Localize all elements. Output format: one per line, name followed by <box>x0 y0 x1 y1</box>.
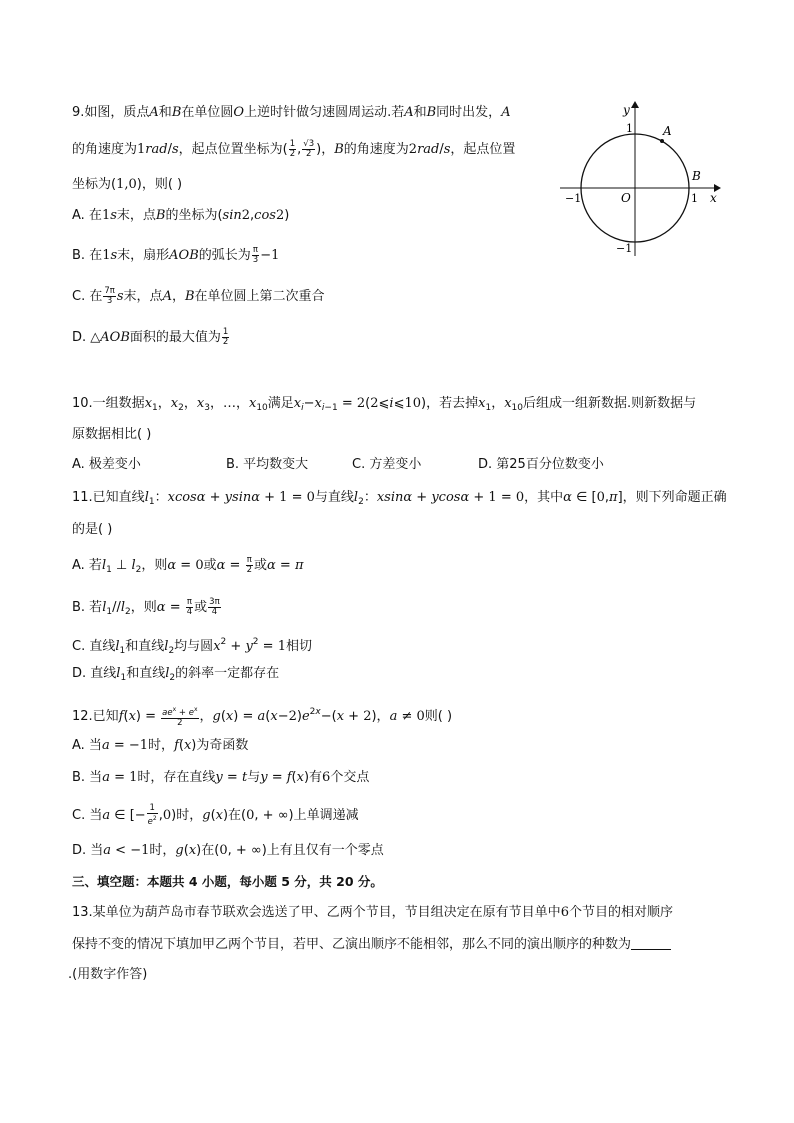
label-neg-one-left: −1 <box>565 192 582 205</box>
q13-line2: 保持不变的情况下填加甲乙两个节目，若甲、乙演出顺序不能相邻，那么不同的演出顺序的种数为 <box>72 936 671 954</box>
unit-circle-figure <box>555 96 730 266</box>
q9-option-a: A. 在1s末，点B的坐标为(sin2,cos2) <box>72 208 290 223</box>
q10-options <box>72 456 604 474</box>
q12-option-c: C. 当a ∈ [− $\frac{1}{e^2}$ ,0)时，g(x)在(0, + ∞)上单调递减 <box>72 803 359 827</box>
label-one-top: 1 <box>626 122 633 135</box>
q9-option-c: C. 在 $\frac{7\pi}{3}$ s末，点A，B在单位圆上第二次重合 <box>72 286 325 306</box>
label-a: A <box>663 124 672 138</box>
q11-line1: 11.已知直线$l_1$：xcosα + ysinα + 1 = 0与直线$l_2$：xsinα + ycosα + 1 = 0，其中α ∈ [0,π]，则下列命题正确 <box>72 490 727 507</box>
q13-line3: .(用数字作答) <box>68 967 148 982</box>
label-b: B <box>692 169 701 183</box>
q9-line3: 坐标为(1,0)，则( ) <box>72 177 183 192</box>
q9-line1: 9.如图，质点A和B在单位圆O上逆时针做匀速圆周运动.若A和B同时出发，A <box>72 105 511 120</box>
q11-line2: 的是( ) <box>72 522 113 537</box>
label-one-right: 1 <box>691 192 698 205</box>
label-x: x <box>710 191 717 205</box>
section-3-heading: 三、填空题：本题共 4 小题，每小题 5 分，共 20 分。 <box>72 874 383 889</box>
q9-line2: 的角速度为1rad/s，起点位置坐标为( $\frac{1}{2}$ , $\frac{√3}{2}$ )，B的角速度为2rad/s，起点位置 <box>72 139 516 159</box>
q12-option-b: B. 当a = 1时，存在直线y = t与y = f(x)有6个交点 <box>72 770 370 785</box>
q10-option-d: D. 第25百分位数变小 <box>478 457 604 472</box>
q10-line2: 原数据相比( ) <box>72 427 152 442</box>
q12-option-a: A. 当a = −1时，f(x)为奇函数 <box>72 738 249 753</box>
q12-option-d: D. 当a < −1时，g(x)在(0, + ∞)上有且仅有一个零点 <box>72 843 384 858</box>
answer-blank[interactable] <box>631 937 671 950</box>
label-y: y <box>623 103 630 117</box>
q9-option-b: B. 在1s末，扇形AOB的弧长为 $\frac{\pi}{3}$ −1 <box>72 245 280 265</box>
q13-line1: 13.某单位为葫芦岛市春节联欢会选送了甲、乙两个节目，节目组决定在原有节目单中6个节目的相对顺序 <box>72 905 673 920</box>
q11-option-b: B. 若$l_1//l_2$，则α = $\frac{\pi}{4}$ 或 $\frac{3\pi}{4}$ <box>72 597 220 617</box>
q10-option-b: B. 平均数变大 <box>226 457 309 472</box>
q10-option-c: C. 方差变小 <box>352 457 422 472</box>
point-a <box>660 139 664 143</box>
q12-line1: 12.已知f(x) = $\frac{ae^x + e^x}{2}$ ，$g(x) = a(x-2)e^{2x}-(x + 2)$，a ≠ 0则( ) <box>72 706 453 728</box>
q11-option-d: D. 直线$l_1$和直线$l_2$的斜率一定都存在 <box>72 666 280 683</box>
q11-option-a: A. 若$l_1$ ⊥ $l_2$，则α = 0或α = $\frac{\pi}{2}$ 或α = π <box>72 555 304 575</box>
q10-line1: 10.一组数据$x_1$，$x_2$，$x_3$，…，$x_{10}$满足$x_i-x_{i-1}$ = 2(2⩽i⩽10)，若去掉$x_1$，$x_{10}$后组成一组新数据.则新数据与 <box>72 396 697 413</box>
q10-option-a: A. 极差变小 <box>72 457 141 472</box>
label-o: O <box>621 191 631 205</box>
q9-option-d: D. △AOB面积的最大值为 $\frac{1}{2}$ <box>72 327 229 347</box>
label-neg-one-bottom: −1 <box>616 242 633 255</box>
q11-option-c: C. 直线$l_1$和直线$l_2$均与圆$x^2 + y^2 = 1$相切 <box>72 637 312 656</box>
